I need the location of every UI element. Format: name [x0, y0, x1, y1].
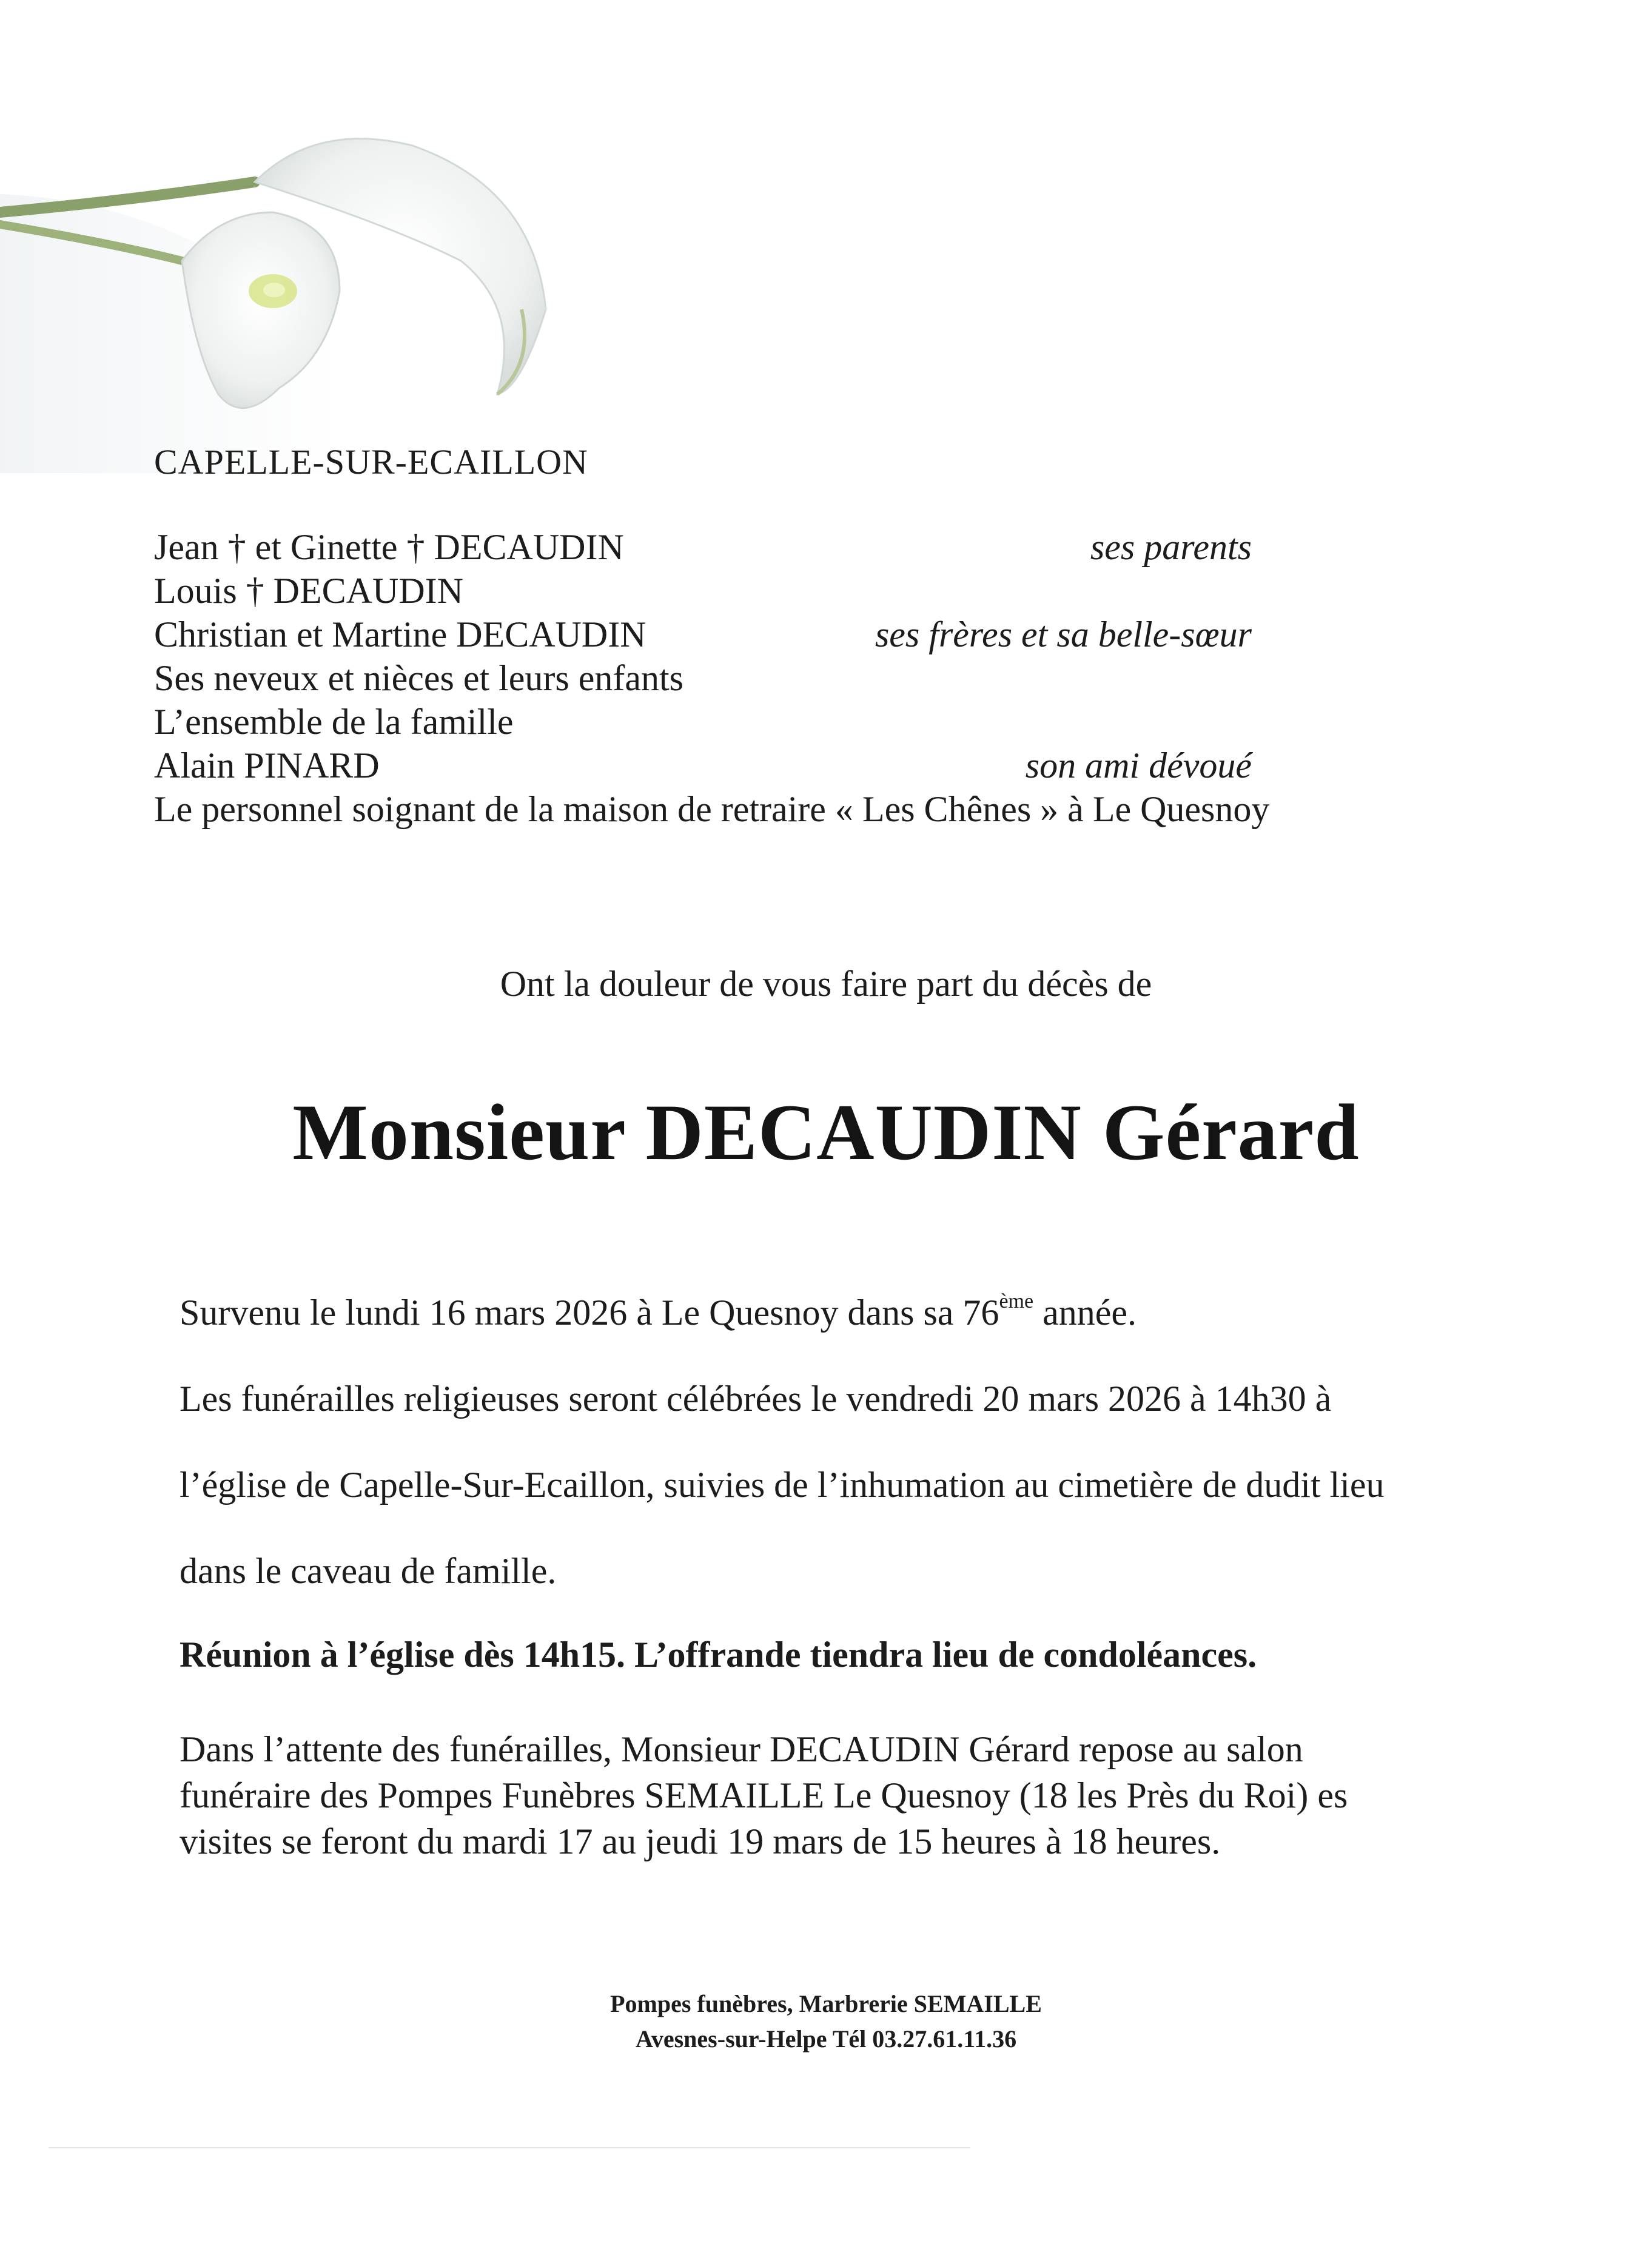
town-heading: CAPELLE-SUR-ECAILLON: [154, 442, 588, 482]
funeral-home-contact: Avesnes-sur-Helpe Tél 03.27.61.11.36: [635, 2025, 1017, 2053]
funeral-line-3: dans le caveau de famille.: [180, 1551, 557, 1591]
funeral-line-2: l’église de Capelle-Sur-Ecaillon, suivies de l’inhumation au cimetière de dudit lieu: [180, 1465, 1385, 1505]
bottom-divider: [49, 2147, 970, 2148]
death-statement: [180, 1292, 1137, 1334]
visit-line-2: funéraire des Pompes Funèbres SEMAILLE Le Quesnoy (18 les Près du Roi) es: [180, 1775, 1348, 1815]
family-name-2: Louis † DECAUDIN: [154, 571, 463, 611]
family-name-4: Ses neveux et nièces et leurs enfants: [154, 658, 684, 698]
funeral-line-1: Les funérailles religieuses seront célébrées le vendredi 20 mars 2026 à 14h30 à: [180, 1379, 1332, 1419]
announcement-text: Ont la douleur de vous faire part du décès de: [500, 964, 1152, 1004]
calla-lily-illustration: [0, 109, 582, 473]
death-text: Survenu le lundi 16 mars 2026 à Le Quesnoy dans sa 76: [180, 1293, 999, 1333]
family-name-7: Le personnel soignant de la maison de retraire « Les Chênes » à Le Quesnoy: [154, 789, 1270, 829]
family-name-5: L’ensemble de la famille: [154, 702, 514, 742]
family-name-6: Alain PINARD: [154, 745, 380, 785]
visit-line-1: Dans l’attente des funérailles, Monsieur DECAUDIN Gérard repose au salon: [180, 1729, 1303, 1769]
meeting-notice: Réunion à l’église dès 14h15. L’offrande tiendra lieu de condoléances.: [180, 1635, 1257, 1675]
funeral-home-name: Pompes funèbres, Marbrerie SEMAILLE: [610, 1990, 1042, 2017]
family-name-1: Jean † et Ginette † DECAUDIN: [154, 527, 624, 567]
deceased-name: Monsieur DECAUDIN Gérard: [292, 1088, 1360, 1177]
visit-line-3: visites se feront du mardi 17 au jeudi 19 mars de 15 heures à 18 heures.: [180, 1821, 1221, 1861]
family-role-3: ses frères et sa belle-sœur: [875, 614, 1252, 654]
ordinal-suffix: ème: [999, 1290, 1034, 1313]
death-text-end: année.: [1033, 1293, 1137, 1333]
family-role-1: ses parents: [1090, 527, 1252, 567]
family-name-3: Christian et Martine DECAUDIN: [154, 614, 646, 654]
family-role-6: son ami dévoué: [1025, 745, 1252, 785]
